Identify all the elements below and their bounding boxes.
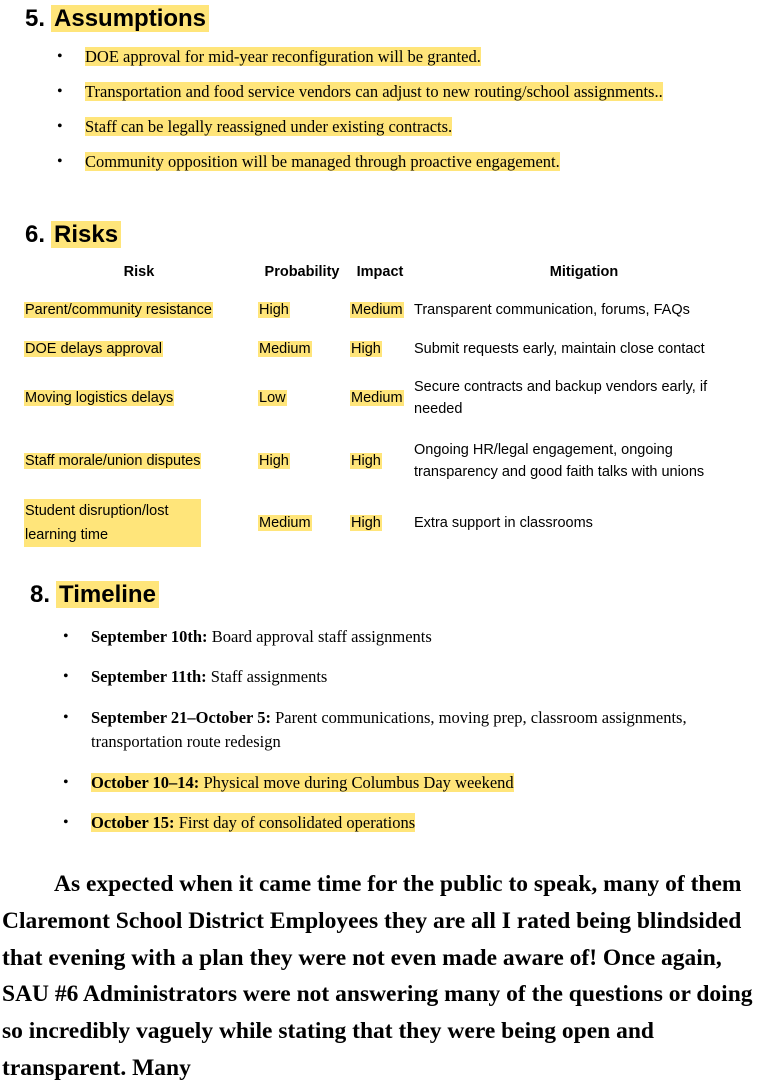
list-item (63, 626, 753, 648)
list-item (63, 666, 753, 688)
impact-value: Medium (351, 301, 403, 318)
risks-heading (25, 220, 121, 250)
timeline-date: September 21–October 5: (91, 708, 271, 727)
probability-value: High (259, 301, 289, 318)
impact-value: High (351, 341, 381, 357)
probability-cell (256, 488, 348, 558)
probability-cell (256, 433, 348, 488)
risk-name: Moving logistics delays (25, 390, 174, 406)
mitigation-text: Secure contracts and backup vendors early, if needed (414, 379, 708, 417)
timeline-date: September 11th: (91, 667, 207, 686)
probability-cell (256, 363, 348, 433)
timeline-title: Timeline (56, 581, 159, 608)
timeline-text: Staff assignments (206, 667, 328, 686)
timeline-date: October 15: (91, 813, 175, 832)
risk-cell (22, 335, 256, 363)
impact-cell (348, 363, 412, 433)
table-header-row (22, 260, 756, 284)
list-item (63, 706, 753, 754)
assumptions-list (57, 46, 772, 173)
timeline-text: Physical move during Columbus Day weekend (199, 773, 514, 792)
timeline-text: Parent communications, moving prep, classroom assignments, transportation route redesign (91, 708, 687, 751)
column-header-risk: Risk (123, 264, 155, 280)
table-row (22, 335, 756, 363)
timeline-date: September 10th: (91, 627, 208, 646)
mitigation-text: Submit requests early, maintain close contact (414, 341, 705, 357)
timeline-heading (30, 580, 159, 610)
mitigation-text: Extra support in classrooms (414, 515, 593, 531)
probability-value: Medium (259, 341, 311, 357)
impact-cell (348, 335, 412, 363)
table-row (22, 433, 756, 488)
assumption-text: Community opposition will be managed through proactive engagement. (85, 152, 560, 171)
probability-value: Medium (259, 515, 311, 531)
assumption-text: Transportation and food service vendors can adjust to new routing/school assignments.. (85, 82, 663, 101)
assumptions-title: Assumptions (51, 5, 209, 32)
list-item (57, 151, 772, 173)
probability-value: Low (259, 390, 286, 406)
table-row (22, 488, 756, 558)
probability-cell (256, 335, 348, 363)
mitigation-text: Transparent communication, forums, FAQs (414, 301, 690, 318)
impact-cell (348, 488, 412, 558)
table-row (22, 284, 756, 335)
probability-cell (256, 284, 348, 335)
list-item (57, 46, 772, 68)
timeline-highlight (91, 773, 514, 792)
column-header-probability: Probability (264, 264, 340, 280)
risks-number: 6. (25, 221, 46, 248)
risk-cell (22, 284, 256, 335)
column-header-mitigation: Mitigation (549, 264, 619, 280)
table-row (22, 363, 756, 433)
risk-cell (22, 363, 256, 433)
assumptions-heading (25, 4, 209, 34)
impact-value: Medium (351, 390, 403, 406)
risk-cell (22, 433, 256, 488)
risks-title: Risks (51, 221, 121, 248)
assumptions-number: 5. (25, 5, 46, 32)
list-item (63, 772, 753, 794)
list-item (63, 812, 753, 834)
impact-cell (348, 284, 412, 335)
mitigation-text: Ongoing HR/legal engagement, ongoing transparency and good faith talks with unions (414, 441, 705, 480)
timeline-date: October 10–14: (91, 773, 200, 792)
list-item (57, 81, 772, 103)
closing-paragraph (2, 866, 772, 1087)
risk-cell (22, 488, 256, 558)
impact-value: High (351, 515, 381, 531)
risk-name: Parent/community resistance (25, 301, 212, 318)
timeline-highlight (91, 813, 415, 832)
risk-name: DOE delays approval (25, 341, 163, 357)
impact-value: High (351, 452, 381, 469)
column-header-impact: Impact (356, 264, 404, 280)
list-item (57, 116, 772, 138)
timeline-list (63, 626, 753, 834)
assumption-text: Staff can be legally reassigned under existing contracts. (85, 117, 453, 136)
timeline-number: 8. (30, 581, 51, 608)
impact-cell (348, 433, 412, 488)
risks-table (22, 260, 756, 558)
timeline-text: Board approval staff assignments (207, 627, 432, 646)
risk-name: Staff morale/union disputes (25, 452, 201, 469)
risk-name: Student disruption/lost learning time (24, 499, 201, 547)
probability-value: High (259, 452, 289, 469)
assumption-text: DOE approval for mid-year reconfiguration will be granted. (85, 47, 481, 66)
closing-paragraph-text: As expected when it came time for the public to speak, many of them Claremont School District Employees they are all I rated being blindsided that evening with a plan they were not even made aware of! Once again, SAU #6 Administrators were not answering many of the questions or doing so incredibly vaguely while stating that they were being open and transparent. Many (2, 871, 753, 1081)
timeline-text: First day of consolidated operations (174, 813, 416, 832)
